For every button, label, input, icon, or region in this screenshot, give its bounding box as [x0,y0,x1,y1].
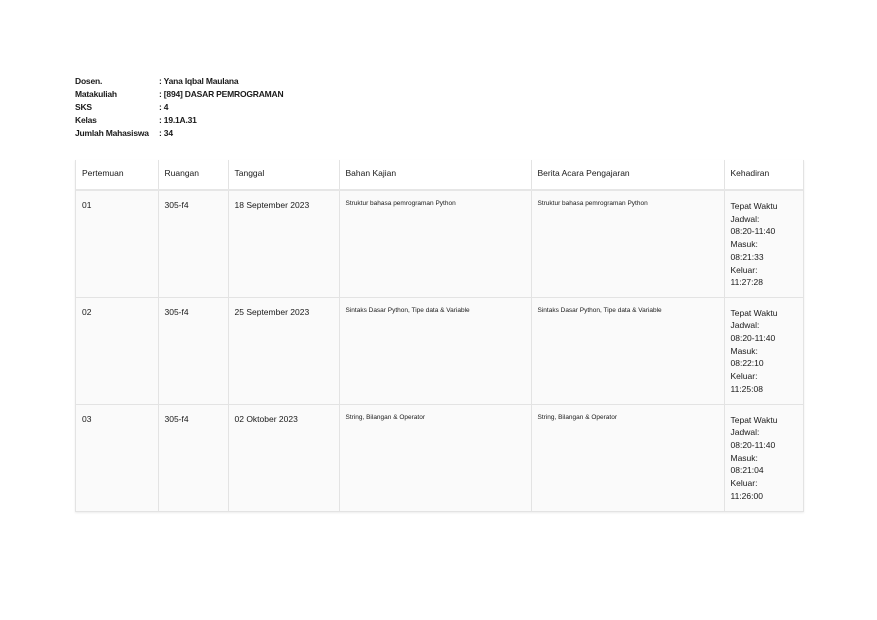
table-row [76,190,803,297]
info-value: : Yana Iqbal Maulana [159,76,239,86]
info-row-dosen [75,75,283,88]
kehadiran-jadwal-value: 08:20-11:40 [730,332,776,343]
cell-bahan-kajian: String, Bilangan & Operator [339,404,531,511]
info-value: : 4 [159,102,169,112]
info-label: Kelas [75,115,97,125]
kehadiran-jadwal-label: Jadwal: [730,213,760,224]
kehadiran-jadwal-label: Jadwal: [730,427,760,438]
kehadiran-status: Tepat Waktu [730,201,778,211]
cell-tanggal: 25 September 2023 [228,297,339,404]
attendance-table-container [75,160,804,512]
cell-ruangan: 305-f4 [158,404,228,511]
info-label: Dosen. [75,76,103,86]
header-pertemuan: Pertemuan [76,160,158,190]
kehadiran-status: Tepat Waktu [730,414,778,425]
info-label: Matakuliah [75,89,117,99]
cell-kehadiran [724,297,803,404]
header-kehadiran: Kehadiran [724,160,803,190]
kehadiran-jadwal-value: 08:20-11:40 [730,439,776,450]
cell-pertemuan: 03 [76,404,158,511]
cell-bahan-kajian: Struktur bahasa pemrograman Python [339,190,531,297]
info-value: : 19.1A.31 [159,115,197,125]
kehadiran-jadwal-value: 08:20-11:40 [730,226,776,237]
header-tanggal: Tanggal [228,160,339,190]
header-ruangan: Ruangan [158,160,228,190]
cell-pertemuan: 01 [76,190,158,297]
kehadiran-jadwal-label: Jadwal: [730,320,760,331]
table-row [76,297,803,404]
cell-kehadiran [724,404,803,511]
kehadiran-masuk-value: 08:21:33 [730,251,764,262]
info-value: : [894] DASAR PEMROGRAMAN [159,89,284,99]
kehadiran-masuk-value: 08:21:04 [730,465,764,476]
kehadiran-keluar-label: Keluar: [730,371,758,382]
kehadiran-keluar-value: 11:25:08 [730,383,763,394]
kehadiran-masuk-label: Masuk: [730,452,758,463]
kehadiran-keluar-label: Keluar: [730,264,758,275]
info-row-matakuliah [75,88,283,101]
kehadiran-masuk-label: Masuk: [730,239,758,250]
info-value: : 34 [159,128,173,138]
cell-ruangan: 305-f4 [158,190,228,297]
cell-berita-acara: Sintaks Dasar Python, Tipe data & Variable [531,297,724,404]
cell-ruangan: 305-f4 [158,297,228,404]
kehadiran-masuk-label: Masuk: [730,345,758,356]
cell-kehadiran [724,190,803,297]
kehadiran-status: Tepat Waktu [730,307,778,318]
cell-tanggal: 02 Oktober 2023 [228,404,339,511]
course-info [75,75,283,140]
table-row [76,404,803,511]
info-row-jumlah-mahasiswa [75,127,283,140]
header-bahan-kajian: Bahan Kajian [339,160,531,190]
cell-bahan-kajian: Sintaks Dasar Python, Tipe data & Variable [339,297,531,404]
kehadiran-keluar-label: Keluar: [730,478,758,489]
info-row-kelas [75,114,283,127]
cell-pertemuan: 02 [76,297,158,404]
cell-tanggal: 18 September 2023 [228,190,339,297]
cell-berita-acara: Struktur bahasa pemrograman Python [531,190,724,297]
kehadiran-keluar-value: 11:26:00 [730,490,763,501]
info-label: SKS [75,102,92,112]
cell-berita-acara: String, Bilangan & Operator [531,404,724,511]
attendance-table [76,160,803,511]
table-header-row [76,160,803,190]
header-berita-acara: Berita Acara Pengajaran [531,160,724,190]
kehadiran-masuk-value: 08:22:10 [730,358,764,369]
info-row-sks [75,101,283,114]
info-label: Jumlah Mahasiswa [75,128,149,138]
kehadiran-keluar-value: 11:27:28 [730,277,763,288]
